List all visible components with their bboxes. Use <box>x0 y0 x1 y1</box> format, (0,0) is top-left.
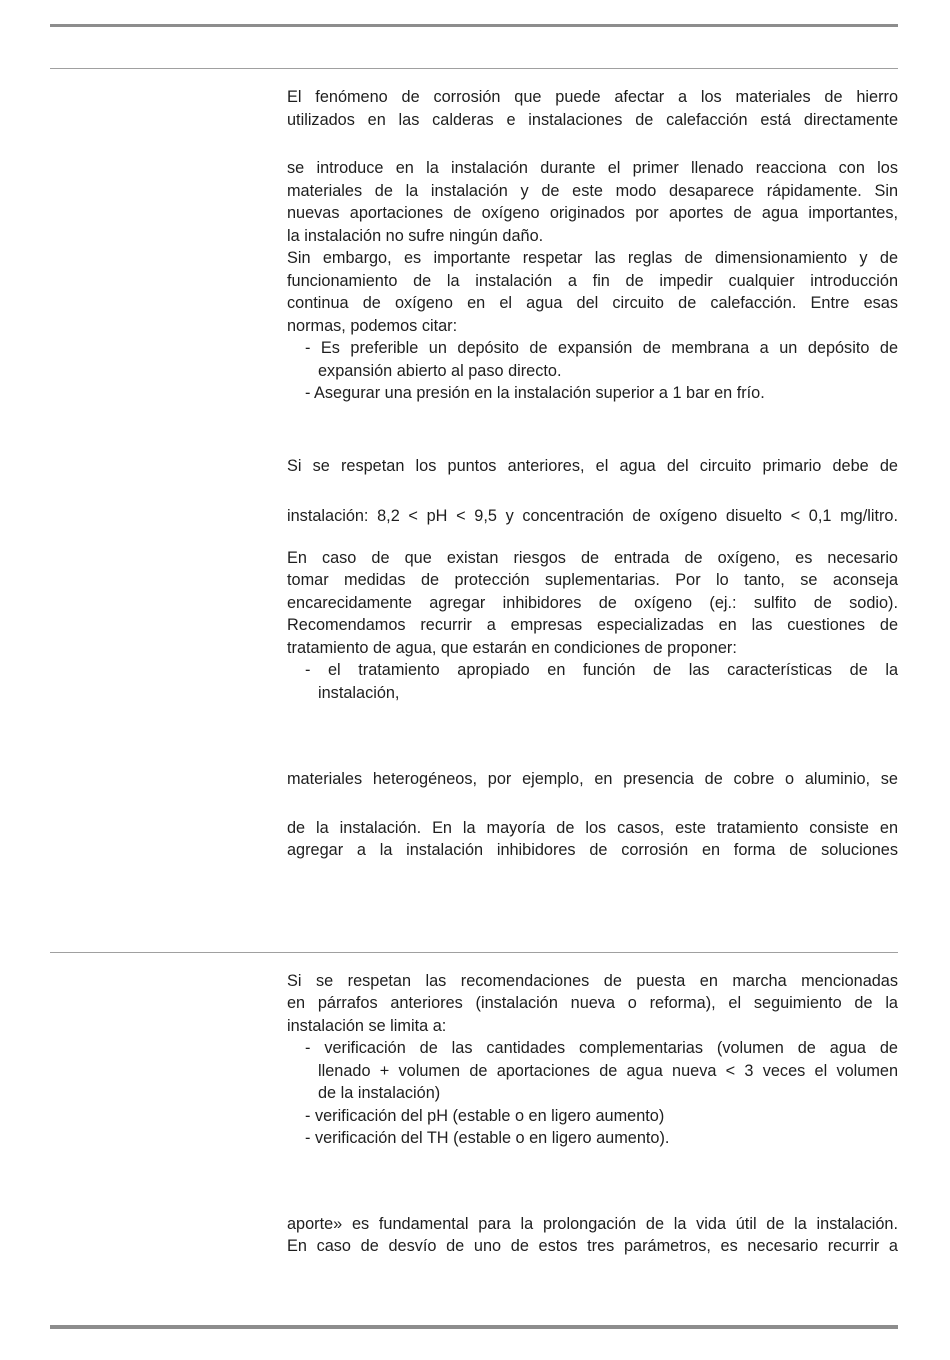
text-column <box>287 86 898 1258</box>
paragraph-line: utilizados en las calderas e instalaciones de calefacción está directamente <box>287 110 898 129</box>
list-item: - verificación del TH (estable o en ligero aumento). <box>305 1129 670 1147</box>
paragraph-line: aporte» es fundamental para la prolongación de la vida útil de la instalación. <box>287 1214 898 1233</box>
section-separator-line <box>50 952 898 953</box>
list-item-continuation: llenado + volumen de aportaciones de agua nueva < 3 veces el volumen <box>318 1061 898 1080</box>
paragraph-line: Si se respetan los puntos anteriores, el agua del circuito primario debe de <box>287 456 898 475</box>
header-separator-line <box>50 68 898 69</box>
list-item: - Es preferible un depósito de expansión de membrana a un depósito de <box>305 339 898 357</box>
text-block <box>287 86 898 131</box>
paragraph-line: tratamiento de agua, que estarán en condiciones de proponer: <box>287 638 737 657</box>
page-bottom-border-bar <box>50 1325 898 1329</box>
paragraph-line: materiales de la instalación y de este modo desaparece rápidamente. Sin <box>287 181 898 200</box>
paragraph-line: En caso de desvío de uno de estos tres parámetros, es necesario recurrir a <box>287 1237 898 1255</box>
paragraph-line: Si se respetan las recomendaciones de puesta en marcha mencionadas <box>287 971 898 990</box>
list-item: - verificación de las cantidades complementarias (volumen de agua de <box>305 1039 898 1057</box>
paragraph-line: En caso de que existan riesgos de entrada de oxígeno, es necesario <box>287 548 898 567</box>
paragraph-line: continua de oxígeno en el agua del circuito de calefacción. Entre esas <box>287 294 898 312</box>
list-item: - Asegurar una presión en la instalación superior a 1 bar en frío. <box>305 384 765 402</box>
paragraph-line: normas, podemos citar: <box>287 316 458 335</box>
text-block <box>287 455 898 478</box>
list-item-continuation: expansión abierto al paso directo. <box>318 361 562 380</box>
paragraph-line: funcionamiento de la instalación a fin de impedir cualquier introducción <box>287 271 898 290</box>
paragraph-line: encarecidamente agregar inhibidores de oxígeno (ej.: sulfito de sodio). <box>287 593 898 612</box>
text-block <box>287 505 898 528</box>
text-block <box>287 157 898 405</box>
paragraph-line: materiales heterogéneos, por ejemplo, en presencia de cobre o aluminio, se <box>287 770 898 788</box>
text-block <box>287 1213 898 1258</box>
list-item-continuation: de la instalación) <box>318 1084 441 1102</box>
paragraph-line: se introduce en la instalación durante el primer llenado reacciona con los <box>287 159 898 177</box>
paragraph-line: agregar a la instalación inhibidores de corrosión en forma de soluciones <box>287 841 898 859</box>
text-block <box>287 768 898 791</box>
paragraph-line: Sin embargo, es importante respetar las reglas de dimensionamiento y de <box>287 249 898 267</box>
paragraph-line: nuevas aportaciones de oxígeno originados por aportes de agua importantes, <box>287 204 898 222</box>
text-block <box>287 970 898 1150</box>
page-top-border-bar <box>50 24 898 27</box>
paragraph-line: Recomendamos recurrir a empresas especializadas en las cuestiones de <box>287 616 898 634</box>
list-item: - el tratamiento apropiado en función de las características de la <box>305 661 898 679</box>
list-item-continuation: instalación, <box>318 683 400 702</box>
paragraph-line: de la instalación. En la mayoría de los casos, este tratamiento consiste en <box>287 818 898 837</box>
paragraph-line: instalación: 8,2 < pH < 9,5 y concentración de oxígeno disuelto < 0,1 mg/litro. <box>287 507 898 525</box>
paragraph-line: tomar medidas de protección suplementarias. Por lo tanto, se aconseja <box>287 571 898 589</box>
text-block <box>287 817 898 862</box>
paragraph-line: la instalación no sufre ningún daño. <box>287 226 544 245</box>
text-block <box>287 547 898 705</box>
paragraph-line: El fenómeno de corrosión que puede afectar a los materiales de hierro <box>287 88 898 106</box>
list-item: - verificación del pH (estable o en ligero aumento) <box>305 1106 665 1125</box>
paragraph-line: instalación se limita a: <box>287 1016 447 1035</box>
paragraph-line: en párrafos anteriores (instalación nueva o reforma), el seguimiento de la <box>287 994 898 1012</box>
